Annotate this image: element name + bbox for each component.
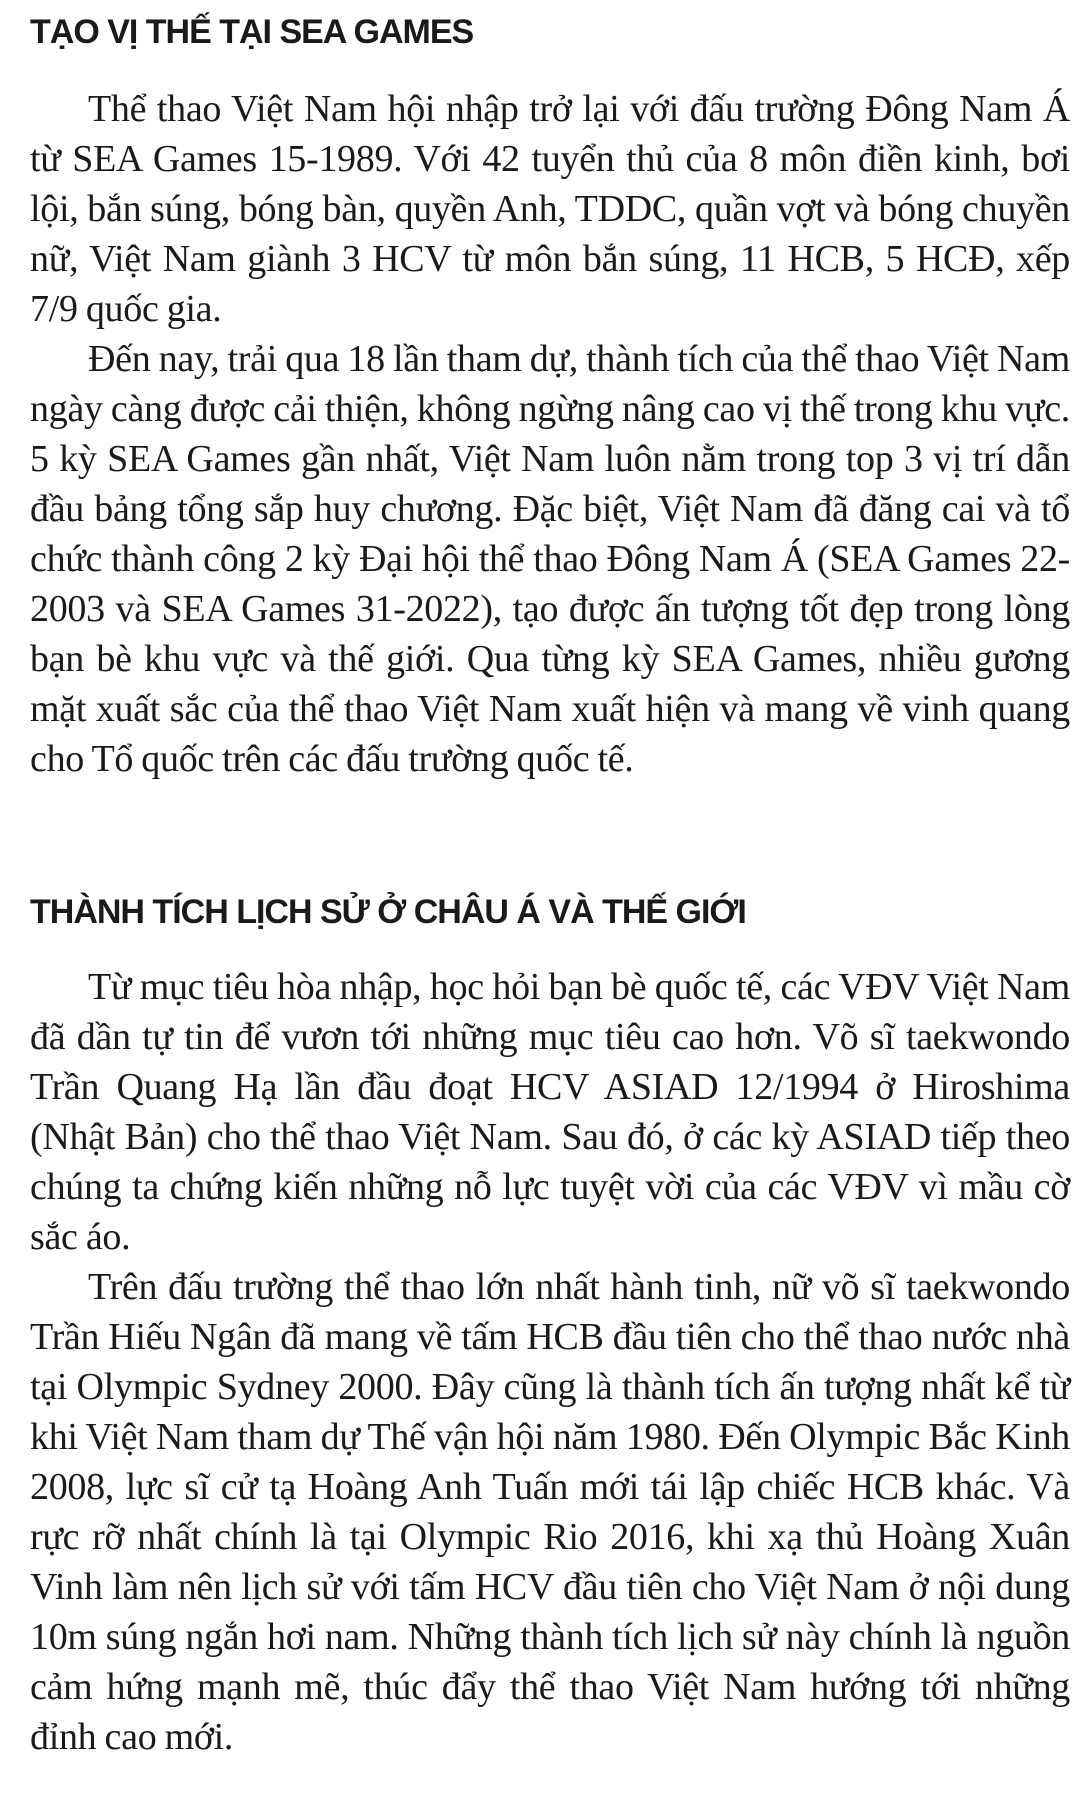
paragraph: Từ mục tiêu hòa nhập, học hỏi bạn bè quốc tế, các VĐV Việt Nam đã dần tự tin để vươn tới những mục tiêu cao hơn. Võ sĩ taekwondo Trần Quang Hạ lần đầu đoạt HCV ASIAD 12/1994 ở Hiroshima (Nhật Bản) cho thể thao Việt Nam. Sau đó, ở các kỳ ASIAD tiếp theo chúng ta chứng kiến những nỗ lực tuyệt vời của các VĐV vì mầu cờ sắc áo. xyxy=(30,966,1070,1258)
paragraph: Thể thao Việt Nam hội nhập trở lại với đấu trường Đông Nam Á từ SEA Games 15-1989. Với 42 tuyển thủ của 8 môn điền kinh, bơi lội, bắn súng, bóng bàn, quyền Anh, TDDC, quần vợt và bóng chuyền nữ, Việt Nam giành 3 HCV từ môn bắn súng, 11 HCB, 5 HCĐ, xếp 7/9 quốc gia. xyxy=(30,88,1070,330)
paragraph: Đến nay, trải qua 18 lần tham dự, thành tích của thể thao Việt Nam ngày càng được cải thiện, không ngừng nâng cao vị thế trong khu vực. 5 kỳ SEA Games gần nhất, Việt Nam luôn nằm trong top 3 vị trí dẫn đầu bảng tổng sắp huy chương. Đặc biệt, Việt Nam đã đăng cai và tổ chức thành công 2 kỳ Đại hội thể thao Đông Nam Á (SEA Games 22-2003 và SEA Games 31-2022), tạo được ấn tượng tốt đẹp trong lòng bạn bè khu vực và thế giới. Qua từng kỳ SEA Games, nhiều gương mặt xuất sắc của thể thao Việt Nam xuất hiện và mang về vinh quang cho Tổ quốc trên các đấu trường quốc tế. xyxy=(30,338,1070,780)
section-body-historic-achievements xyxy=(30,962,1070,1762)
section-body-sea-games xyxy=(30,84,1070,784)
paragraph: Trên đấu trường thể thao lớn nhất hành tinh, nữ võ sĩ taekwondo Trần Hiếu Ngân đã mang về tấm HCB đầu tiên cho thể thao nước nhà tại Olympic Sydney 2000. Đây cũng là thành tích ấn tượng nhất kể từ khi Việt Nam tham dự Thế vận hội năm 1980. Đến Olympic Bắc Kinh 2008, lực sĩ cử tạ Hoàng Anh Tuấn mới tái lập chiếc HCB khác. Và rực rỡ nhất chính là tại Olympic Rio 2016, khi xạ thủ Hoàng Xuân Vinh làm nên lịch sử với tấm HCV đầu tiên cho Việt Nam ở nội dung 10m súng ngắn hơi nam. Những thành tích lịch sử này chính là nguồn cảm hứng mạnh mẽ, thúc đẩy thể thao Việt Nam hướng tới những đỉnh cao mới. xyxy=(30,1266,1070,1758)
section-heading-historic-achievements: THÀNH TÍCH LỊCH SỬ Ở CHÂU Á VÀ THẾ GIỚI xyxy=(30,893,746,931)
section-heading-sea-games: TẠO VỊ THẾ TẠI SEA GAMES xyxy=(30,13,474,51)
